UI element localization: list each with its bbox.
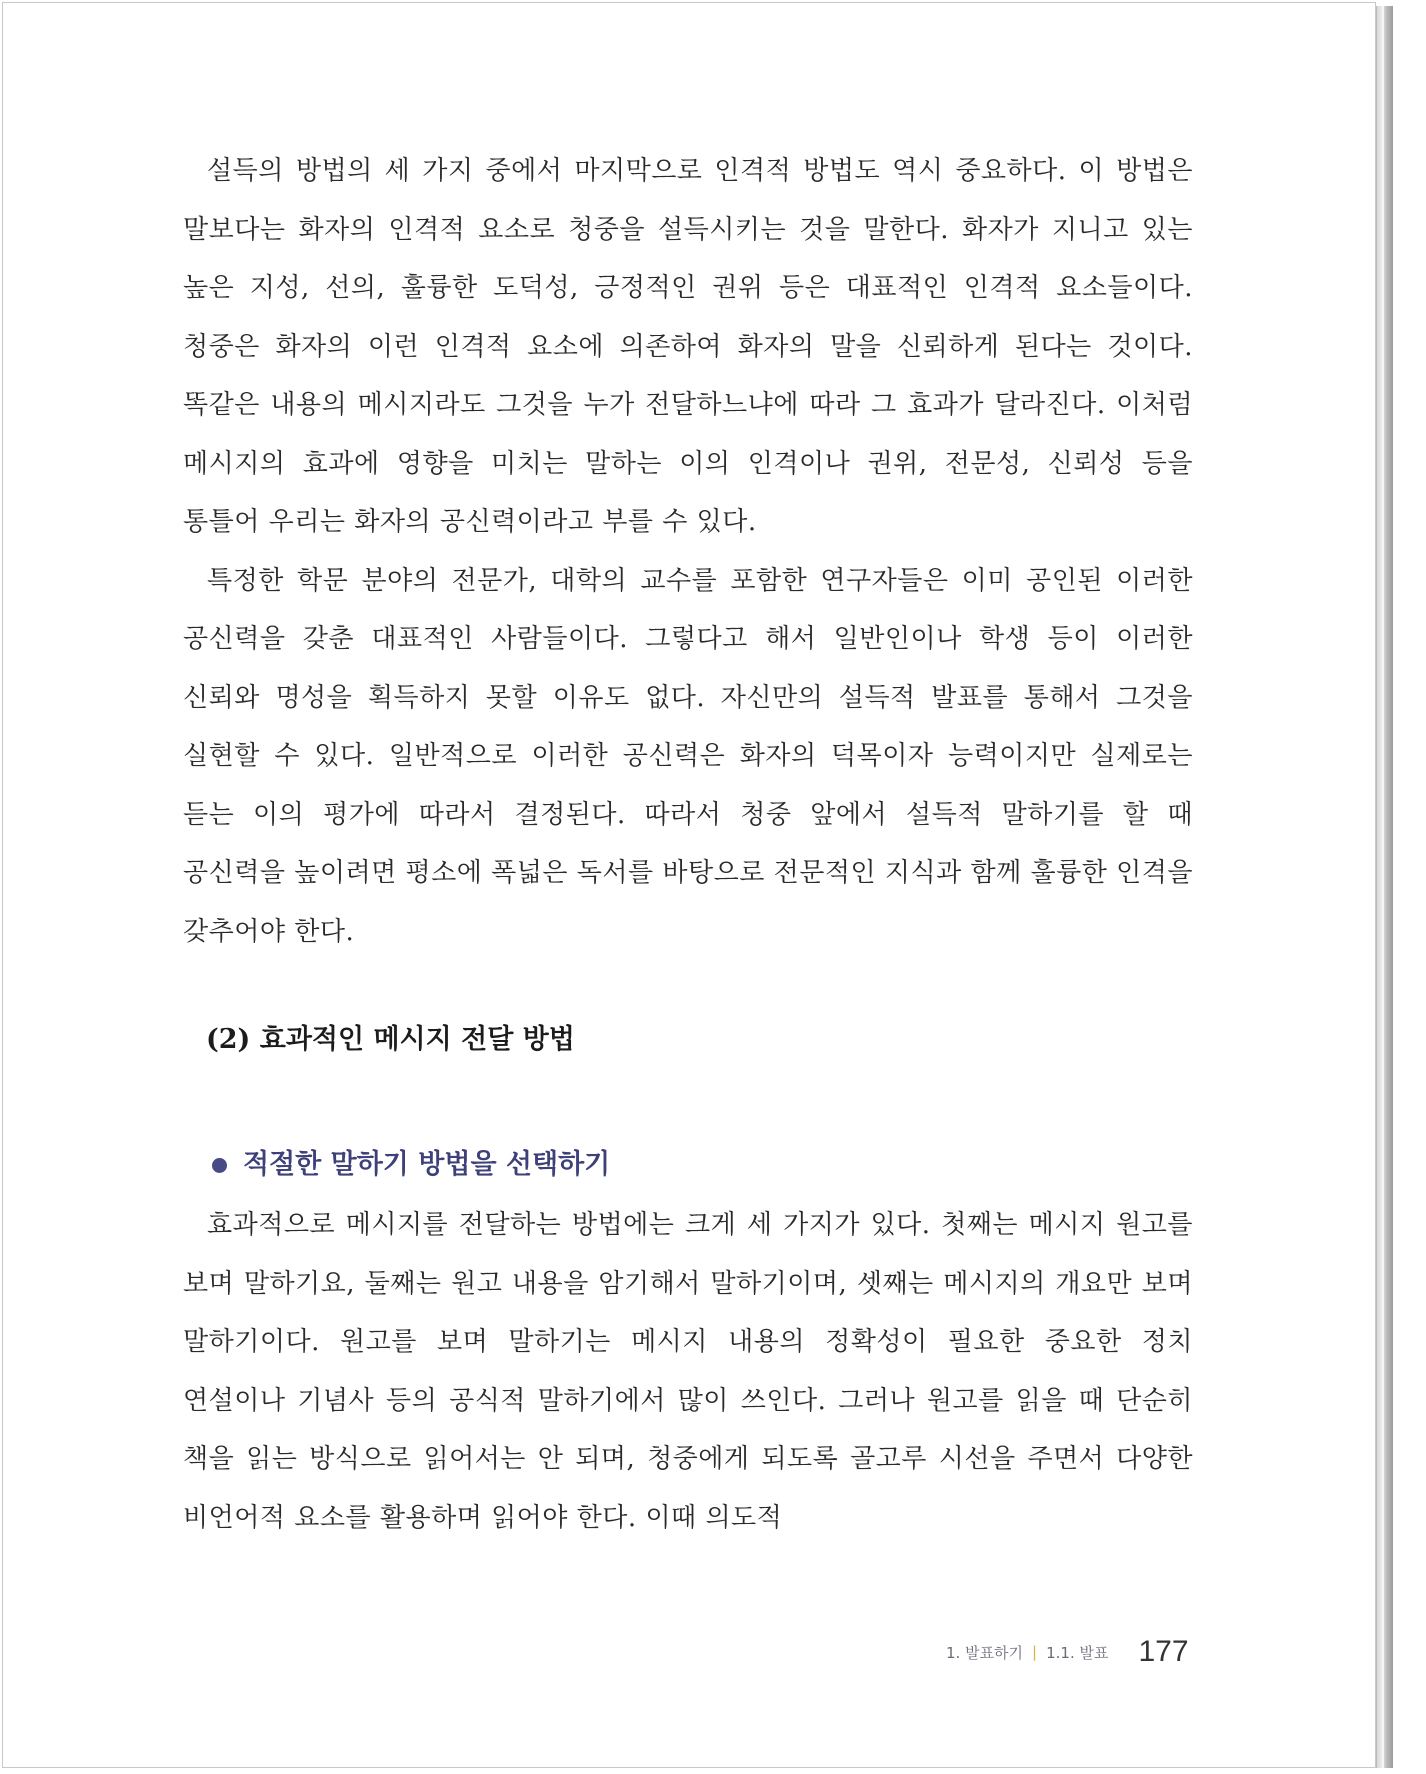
- footer-section: 1.1. 발표: [1046, 1643, 1109, 1662]
- body-text-top: [183, 142, 1193, 961]
- page-edge-shadow: [1376, 6, 1393, 1768]
- footer-chapter: 1. 발표하기: [946, 1643, 1024, 1662]
- bullet-heading: [212, 1145, 610, 1185]
- section-heading: (2) 효과적인 메시지 전달 방법: [206, 1024, 575, 1055]
- paragraph-delivery-methods: 효과적으로 메시지를 전달하는 방법에는 크게 세 가지가 있다. 첫째는 메시지 원고를 보며 말하기요, 둘째는 원고 내용을 암기해서 말하기이며, 셋째는 메시지의 개요만 보며 말하기이다. 원고를 보며 말하기는 메시지 내용의 정확성이 필요한 중요한 정치 연설이나 기념사 등의 공식적 말하기에서 많이 쓰인다. 그러나 원고를 읽을 때 단순히 책을 읽는 방식으로 읽어서는 안 되며, 청중에게 되도록 골고루 시선을 주면서 다양한 비언어적 요소를 활용하며 읽어야 한다. 이때 의도적: [183, 1210, 1193, 1533]
- page-footer: [946, 1632, 1189, 1672]
- paragraph-ethos: 설득의 방법의 세 가지 중에서 마지막으로 인격적 방법도 역시 중요하다. 이 방법은 말보다는 화자의 인격적 요소로 청중을 설득시키는 것을 말한다. 화자가 지니고 있는 높은 지성, 선의, 훌륭한 도덕성, 긍정적인 권위 등은 대표적인 인격적 요소들이다. 청중은 화자의 이런 인격적 요소에 의존하여 화자의 말을 신뢰하게 된다는 것이다. 똑같은 내용의 메시지라도 그것을 누가 전달하느냐에 따라 그 효과가 달라진다. 이처럼 메시지의 효과에 영향을 미치는 말하는 이의 인격이나 권위, 전문성, 신뢰성 등을 통틀어 우리는 화자의 공신력이라고 부를 수 있다.: [183, 156, 1193, 537]
- body-text-bottom: [183, 1196, 1193, 1547]
- bullet-heading-label: 적절한 말하기 방법을 선택하기: [243, 1149, 611, 1180]
- page-number: 177: [1138, 1635, 1189, 1668]
- bullet-dot-icon: [212, 1158, 227, 1173]
- paragraph-credibility: 특정한 학문 분야의 전문가, 대학의 교수를 포함한 연구자들은 이미 공인된 이러한 공신력을 갖춘 대표적인 사람들이다. 그렇다고 해서 일반인이나 학생 등이 이러한 신뢰와 명성을 획득하지 못할 이유도 없다. 자신만의 설득적 발표를 통해서 그것을 실현할 수 있다. 일반적으로 이러한 공신력은 화자의 덕목이자 능력이지만 실제로는 듣는 이의 평가에 따라서 결정된다. 따라서 청중 앞에서 설득적 말하기를 할 때 공신력을 높이려면 평소에 폭넓은 독서를 바탕으로 전문적인 지식과 함께 훌륭한 인격을 갖추어야 한다.: [183, 565, 1193, 947]
- footer-separator: |: [1032, 1643, 1038, 1661]
